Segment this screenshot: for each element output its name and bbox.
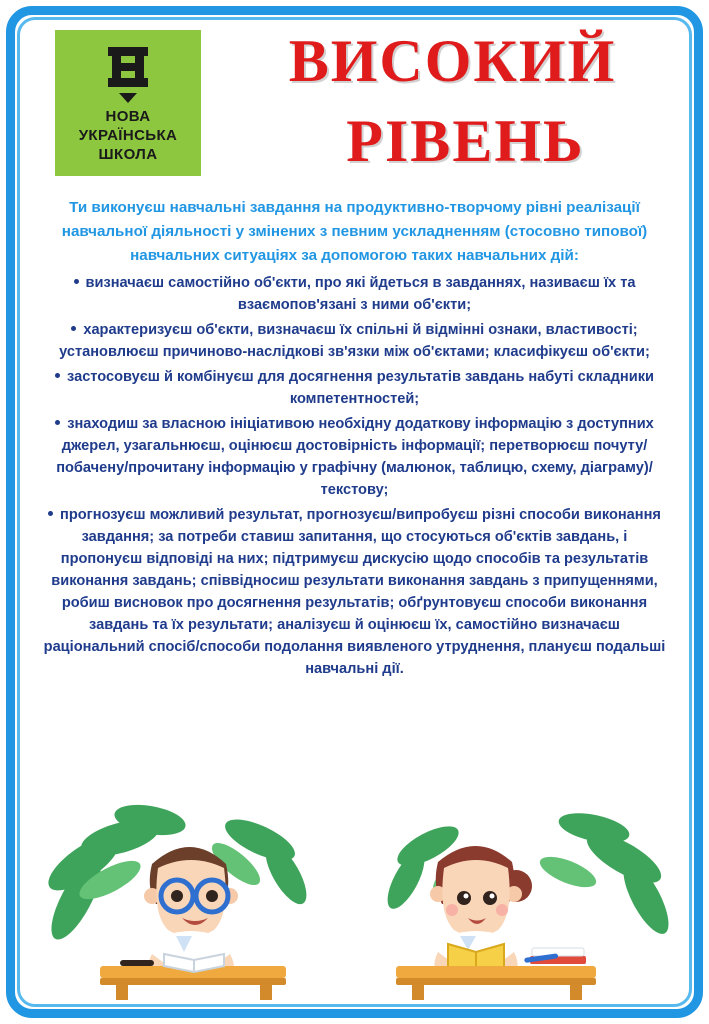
list-item-text: характеризуєш об'єкти, визначаєш їх спільні й відмінні ознаки, властивості; установлюєш причиново-наслідкові зв'язки між об'єктами; класифікуєш об'єкти;: [59, 322, 650, 360]
list-item-text: прогнозуєш можливий результат, прогнозуєш/випробуєш різні способи виконання завдання; за потреби ставиш запитання, що стосуються об'єктів завдань, і пропонуєш відповіді на них; підтримуєш дискусію щодо способів та результатів виконання завдань; співвідносиш результати виконання завдань з припущеннями, робиш висновок про досягнення результатів; обґрунтовуєш способи виконання завдань та їх результати; аналізуєш й оцінюєш їх, самостійно визначаєш раціональний спосіб/способи подолання виявленого утруднення, плануєш подальші навчальні дії.: [43, 507, 666, 677]
nush-letter-h-icon: [108, 47, 148, 87]
list-item: [28, 366, 681, 410]
criteria-list: [24, 272, 685, 680]
list-item: [28, 413, 681, 501]
list-item-text: застосовуєш й комбінуєш для досягнення результатів завдань набуті складники компетентностей;: [67, 369, 654, 407]
illustration: [24, 768, 685, 1000]
bullet-dot-icon: [55, 373, 60, 378]
title-line-2: РІВЕНЬ: [346, 108, 585, 174]
bullet-dot-icon: [74, 279, 79, 284]
intro-paragraph: Ти виконуєш навчальні завдання на продуктивно-творчому рівні реалізації навчальної діяльності у змінених з певним ускладненням (стосовно типової) навчальних ситуаціях за допомогою таких навчальних дій:: [61, 199, 648, 264]
list-item: [28, 319, 681, 363]
nush-logo: [55, 30, 201, 176]
list-item-text: визначаєш самостійно об'єкти, про які йдеться в завданнях, називаєш їх та взаємопов'язані з ними об'єкти;: [85, 275, 636, 313]
list-item-text: знаходиш за власною ініціативою необхідну додаткову інформацію з доступних джерел, узагальнюєш, оцінюєш достовірність інформації; перетворюєш почуту/побачену/прочитану інформацію у графічну (малюнок, таблицю, схему, діаграму)/текстову;: [56, 416, 654, 498]
bullet-dot-icon: [71, 326, 76, 331]
bullet-dot-icon: [48, 511, 53, 516]
logo-line-1: НОВА: [105, 108, 151, 125]
poster-content: [24, 24, 685, 1000]
logo-line-3: ШКОЛА: [98, 146, 158, 163]
list-item: [28, 504, 681, 680]
logo-line-2: УКРАЇНСЬКА: [78, 127, 178, 144]
list-item: [28, 272, 681, 316]
bullet-dot-icon: [55, 420, 60, 425]
poster-header: [24, 24, 685, 192]
chevron-down-icon: [119, 93, 137, 103]
title-line-1: ВИСОКИЙ: [288, 28, 617, 94]
page-title: [220, 24, 685, 178]
students-illustration-icon: [24, 768, 685, 1000]
